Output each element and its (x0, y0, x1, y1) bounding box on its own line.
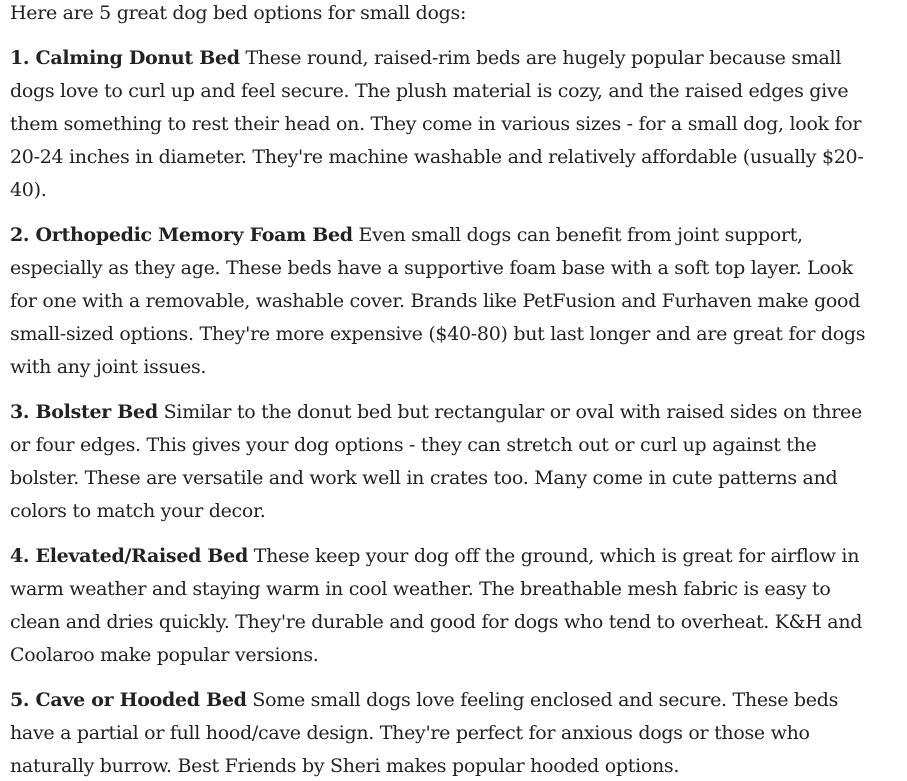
list-item-bolster-bed (10, 396, 870, 528)
item-body: Even small dogs can benefit from joint support, especially as they age. These beds have a supportive foam base with a soft top layer. Look for one with a removable, washable cover. Brands like PetFusion and Furhaven make good small-sized options. They're more expensive ($40-80) but last longer and are great for dogs with any joint issues. (10, 224, 866, 378)
item-body: Some small dogs love feeling enclosed and secure. These beds have a partial or full hood/cave design. They're perfect for anxious dogs or those who naturally burrow. Best Friends by Sheri makes popular hooded options. (10, 689, 839, 777)
list-item-orthopedic-bed (10, 219, 870, 384)
item-title: 3. Bolster Bed (10, 401, 158, 423)
intro-text: Here are 5 great dog bed options for small dogs: (10, 2, 467, 24)
list-item-elevated-bed (10, 540, 870, 672)
list-item-cave-bed (10, 684, 870, 781)
item-body: These round, raised-rim beds are hugely popular because small dogs love to curl up and feel secure. The plush material is cozy, and the raised edges give them something to rest their head on. They come in various sizes - for a small dog, look for 20-24 inches in diameter. They're machine washable and relatively affordable (usually $20-40). (10, 47, 864, 201)
item-title: 2. Orthopedic Memory Foam Bed (10, 224, 353, 246)
item-body: Similar to the donut bed but rectangular or oval with raised sides on three or four edges. This gives your dog options - they can stretch out or curl up against the bolster. These are versatile and work well in crates too. Many come in cute patterns and colors to match your decor. (10, 401, 862, 522)
chat-response (10, 0, 870, 781)
item-title: 4. Elevated/Raised Bed (10, 545, 248, 567)
item-body: These keep your dog off the ground, which is great for airflow in warm weather and staying warm in cool weather. The breathable mesh fabric is easy to clean and dries quickly. They're durable and good for dogs who tend to overheat. K&H and Coolaroo make popular versions. (10, 545, 863, 666)
list-item-calming-donut-bed (10, 42, 870, 207)
item-title: 1. Calming Donut Bed (10, 47, 240, 69)
item-title: 5. Cave or Hooded Bed (10, 689, 247, 711)
